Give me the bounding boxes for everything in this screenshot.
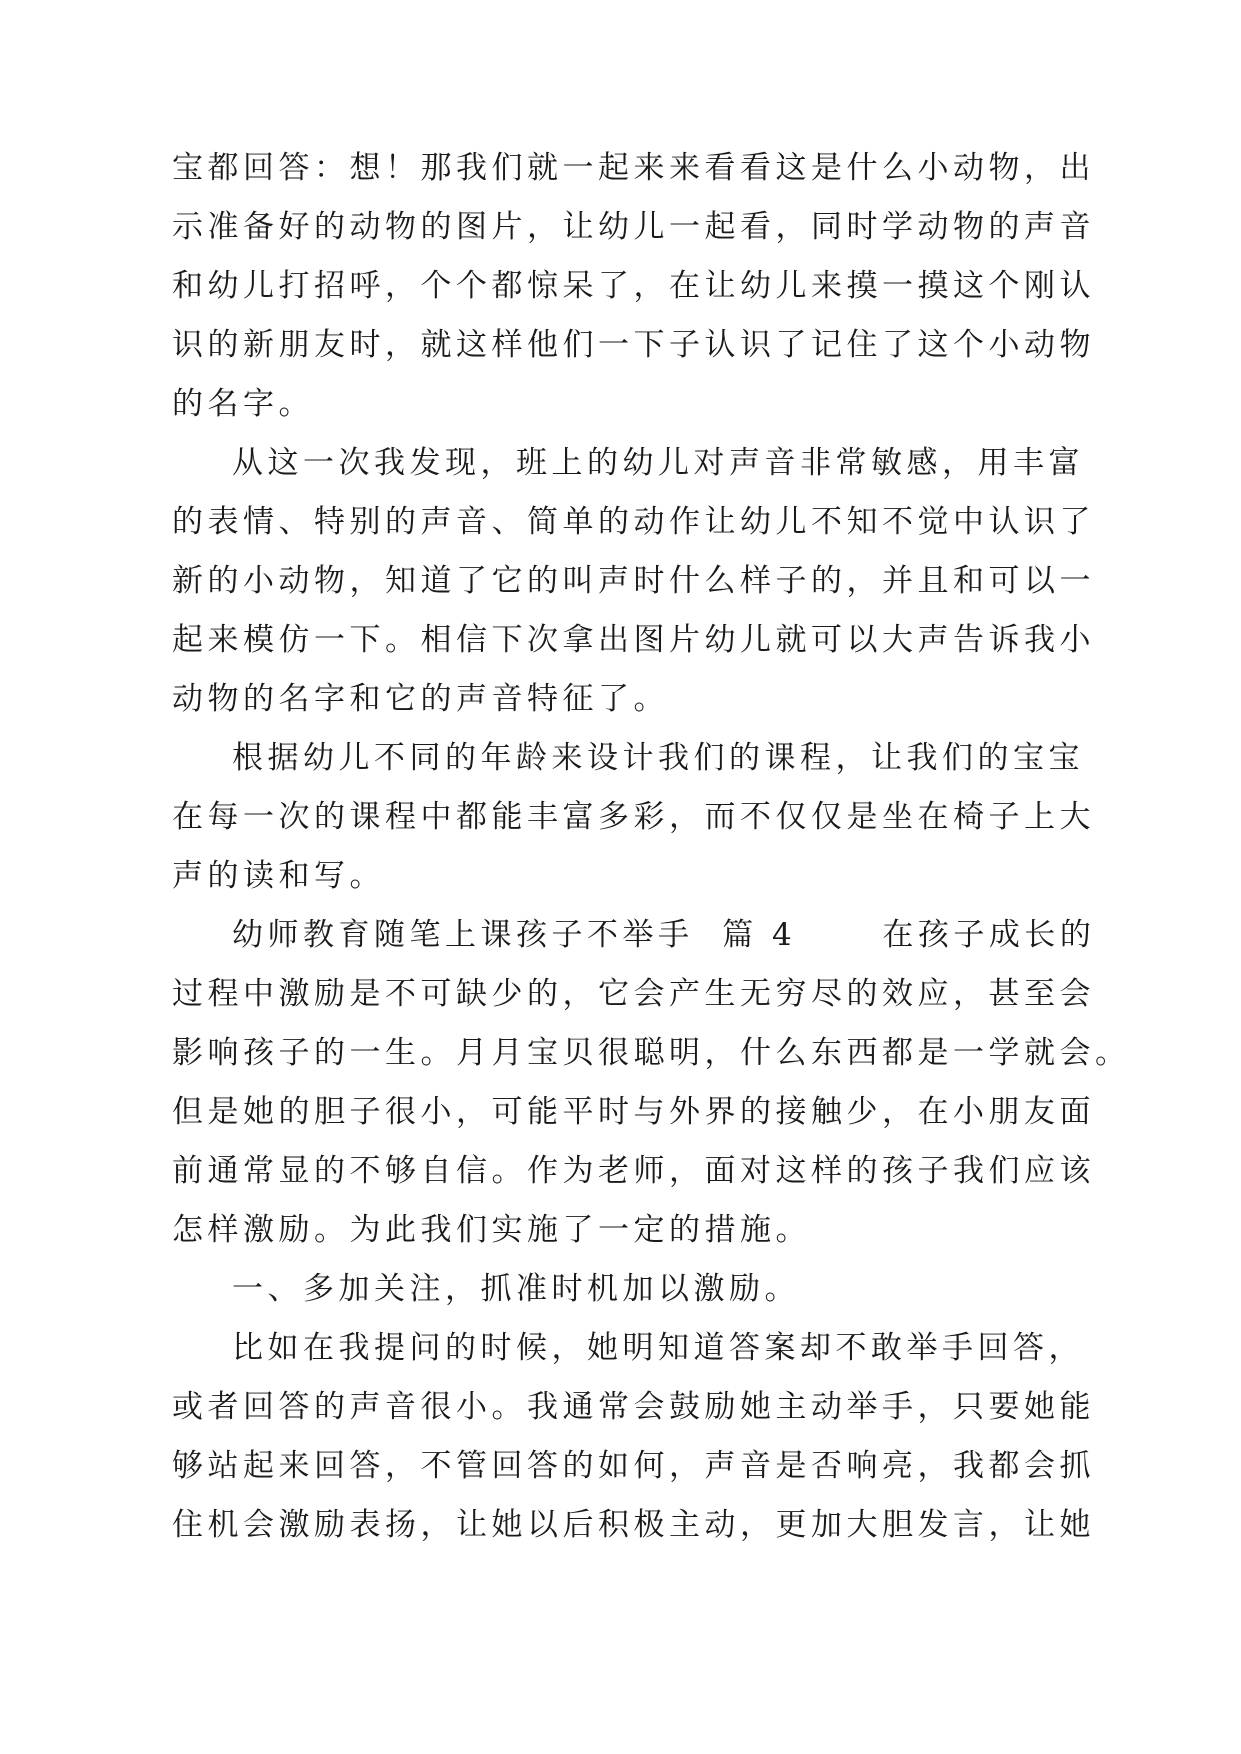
text-line: 动物的名字和它的声音特征了。 (172, 681, 669, 717)
subheading-line: 一、多加关注，抓准时机加以激励。 (232, 1271, 800, 1307)
text-line: 识的新朋友时，就这样他们一下子认识了记住了这个小动物 (172, 327, 1095, 363)
text-line: 怎样激励。为此我们实施了一定的措施。 (172, 1212, 811, 1248)
text-line: 新的小动物，知道了它的叫声时什么样子的，并且和可以一 (172, 563, 1095, 599)
text-line: 的名字。 (172, 386, 314, 422)
text-line: 住机会激励表扬，让她以后积极主动，更加大胆发言，让她 (172, 1507, 1095, 1543)
text-line: 过程中激励是不可缺少的，它会产生无穷尽的效应，甚至会 (172, 976, 1095, 1012)
text-line: 示准备好的动物的图片，让幼儿一起看，同时学动物的声音 (172, 209, 1095, 245)
text-line: 但是她的胆子很小，可能平时与外界的接触少，在小朋友面 (172, 1094, 1095, 1130)
text-line: 宝都回答：想！那我们就一起来来看看这是什么小动物，出 (172, 150, 1095, 186)
text-line: 在每一次的课程中都能丰富多彩，而不仅仅是坐在椅子上大 (172, 799, 1095, 835)
text-line: 比如在我提问的时候，她明知道答案却不敢举手回答， (232, 1330, 1084, 1366)
text-line: 影响孩子的一生。月月宝贝很聪明，什么东西都是一学就会。 (172, 1035, 1131, 1071)
text-line: 起来模仿一下。相信下次拿出图片幼儿就可以大声告诉我小 (172, 622, 1095, 658)
text-line: 和幼儿打招呼，个个都惊呆了，在让幼儿来摸一摸这个刚认 (172, 268, 1095, 304)
section-heading-line: 幼师教育随笔上课孩子不举手 篇 4 在孩子成长的 (232, 917, 1096, 953)
text-line: 声的读和写。 (172, 858, 385, 894)
text-line: 的表情、特别的声音、简单的动作让幼儿不知不觉中认识了 (172, 504, 1095, 540)
text-line: 前通常显的不够自信。作为老师，面对这样的孩子我们应该 (172, 1153, 1095, 1189)
text-line: 够站起来回答，不管回答的如何，声音是否响亮，我都会抓 (172, 1448, 1095, 1484)
text-line: 从这一次我发现，班上的幼儿对声音非常敏感，用丰富 (232, 445, 1084, 481)
text-line: 或者回答的声音很小。我通常会鼓励她主动举手，只要她能 (172, 1389, 1095, 1425)
text-line: 根据幼儿不同的年龄来设计我们的课程，让我们的宝宝 (232, 740, 1084, 776)
